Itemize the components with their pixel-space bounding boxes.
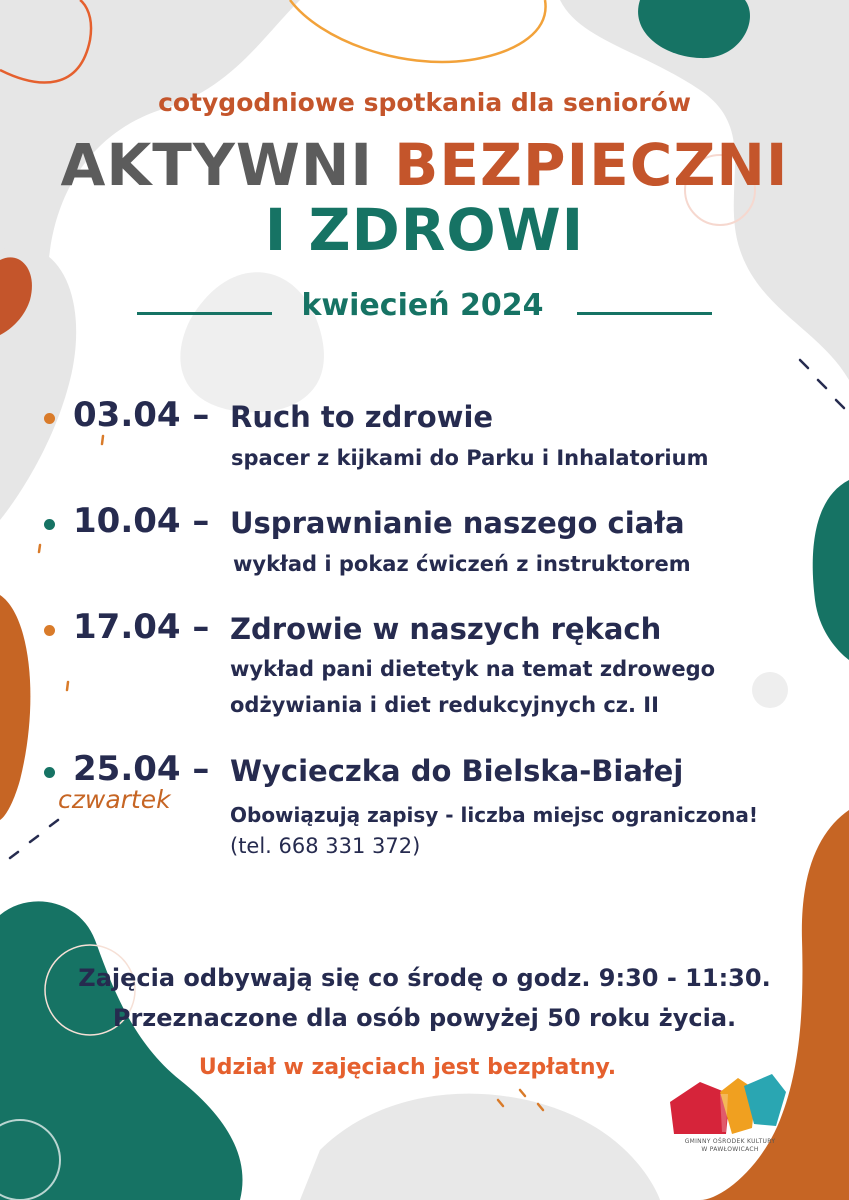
logo-caption-line1: GMINNY OŚRODEK KULTURY — [684, 1138, 776, 1145]
event-bullet — [44, 519, 55, 530]
page-title-line2: I ZDROWI — [264, 196, 585, 264]
event-title: Ruch to zdrowie — [230, 400, 494, 434]
logo-caption — [660, 1138, 800, 1154]
event-date: 03.04 – — [73, 395, 210, 435]
month-divider-left — [137, 312, 272, 315]
event-description-line2: odżywiania i diet redukcyjnych cz. II — [230, 693, 659, 717]
event-title: Wycieczka do Bielska-Białej — [230, 754, 684, 788]
free-admission-note: Udział w zajęciach jest bezpłatny. — [198, 1055, 617, 1080]
event-bullet — [44, 767, 55, 778]
month-divider-right — [577, 312, 712, 315]
event-title: Usprawnianie naszego ciała — [230, 506, 685, 540]
page-subtitle: cotygodniowe spotkania dla seniorów — [158, 88, 691, 117]
event-bullet — [44, 625, 55, 636]
schedule-info: Zajęcia odbywają się co środę o godz. 9:30 - 11:30. — [78, 964, 771, 992]
page-title-line1 — [0, 132, 849, 198]
event-description: wykład pani dietetyk na temat zdrowego — [230, 657, 716, 681]
event-description: wykład i pokaz ćwiczeń z instruktorem — [233, 552, 691, 576]
event-bullet — [44, 413, 55, 424]
logo-caption-line2: W PAWŁOWICACH — [701, 1146, 759, 1153]
event-description: spacer z kijkami do Parku i Inhalatorium — [231, 446, 709, 470]
audience-info: Przeznaczone dla osób powyżej 50 roku życia. — [112, 1004, 737, 1032]
event-date: 17.04 – — [73, 607, 210, 647]
title-word-aktywni: AKTYWNI — [60, 131, 373, 199]
event-date: 10.04 – — [73, 501, 210, 541]
event-title: Zdrowie w naszych rękach — [230, 612, 662, 646]
title-word-bezpieczni: BEZPIECZNI — [394, 131, 789, 199]
event-phone: (tel. 668 331 372) — [230, 834, 421, 858]
event-description: Obowiązują zapisy - liczba miejsc ograniczona! — [230, 803, 758, 827]
month-label: kwiecień 2024 — [301, 288, 544, 323]
event-day: czwartek — [58, 785, 171, 814]
event-date: 25.04 – — [73, 749, 210, 789]
